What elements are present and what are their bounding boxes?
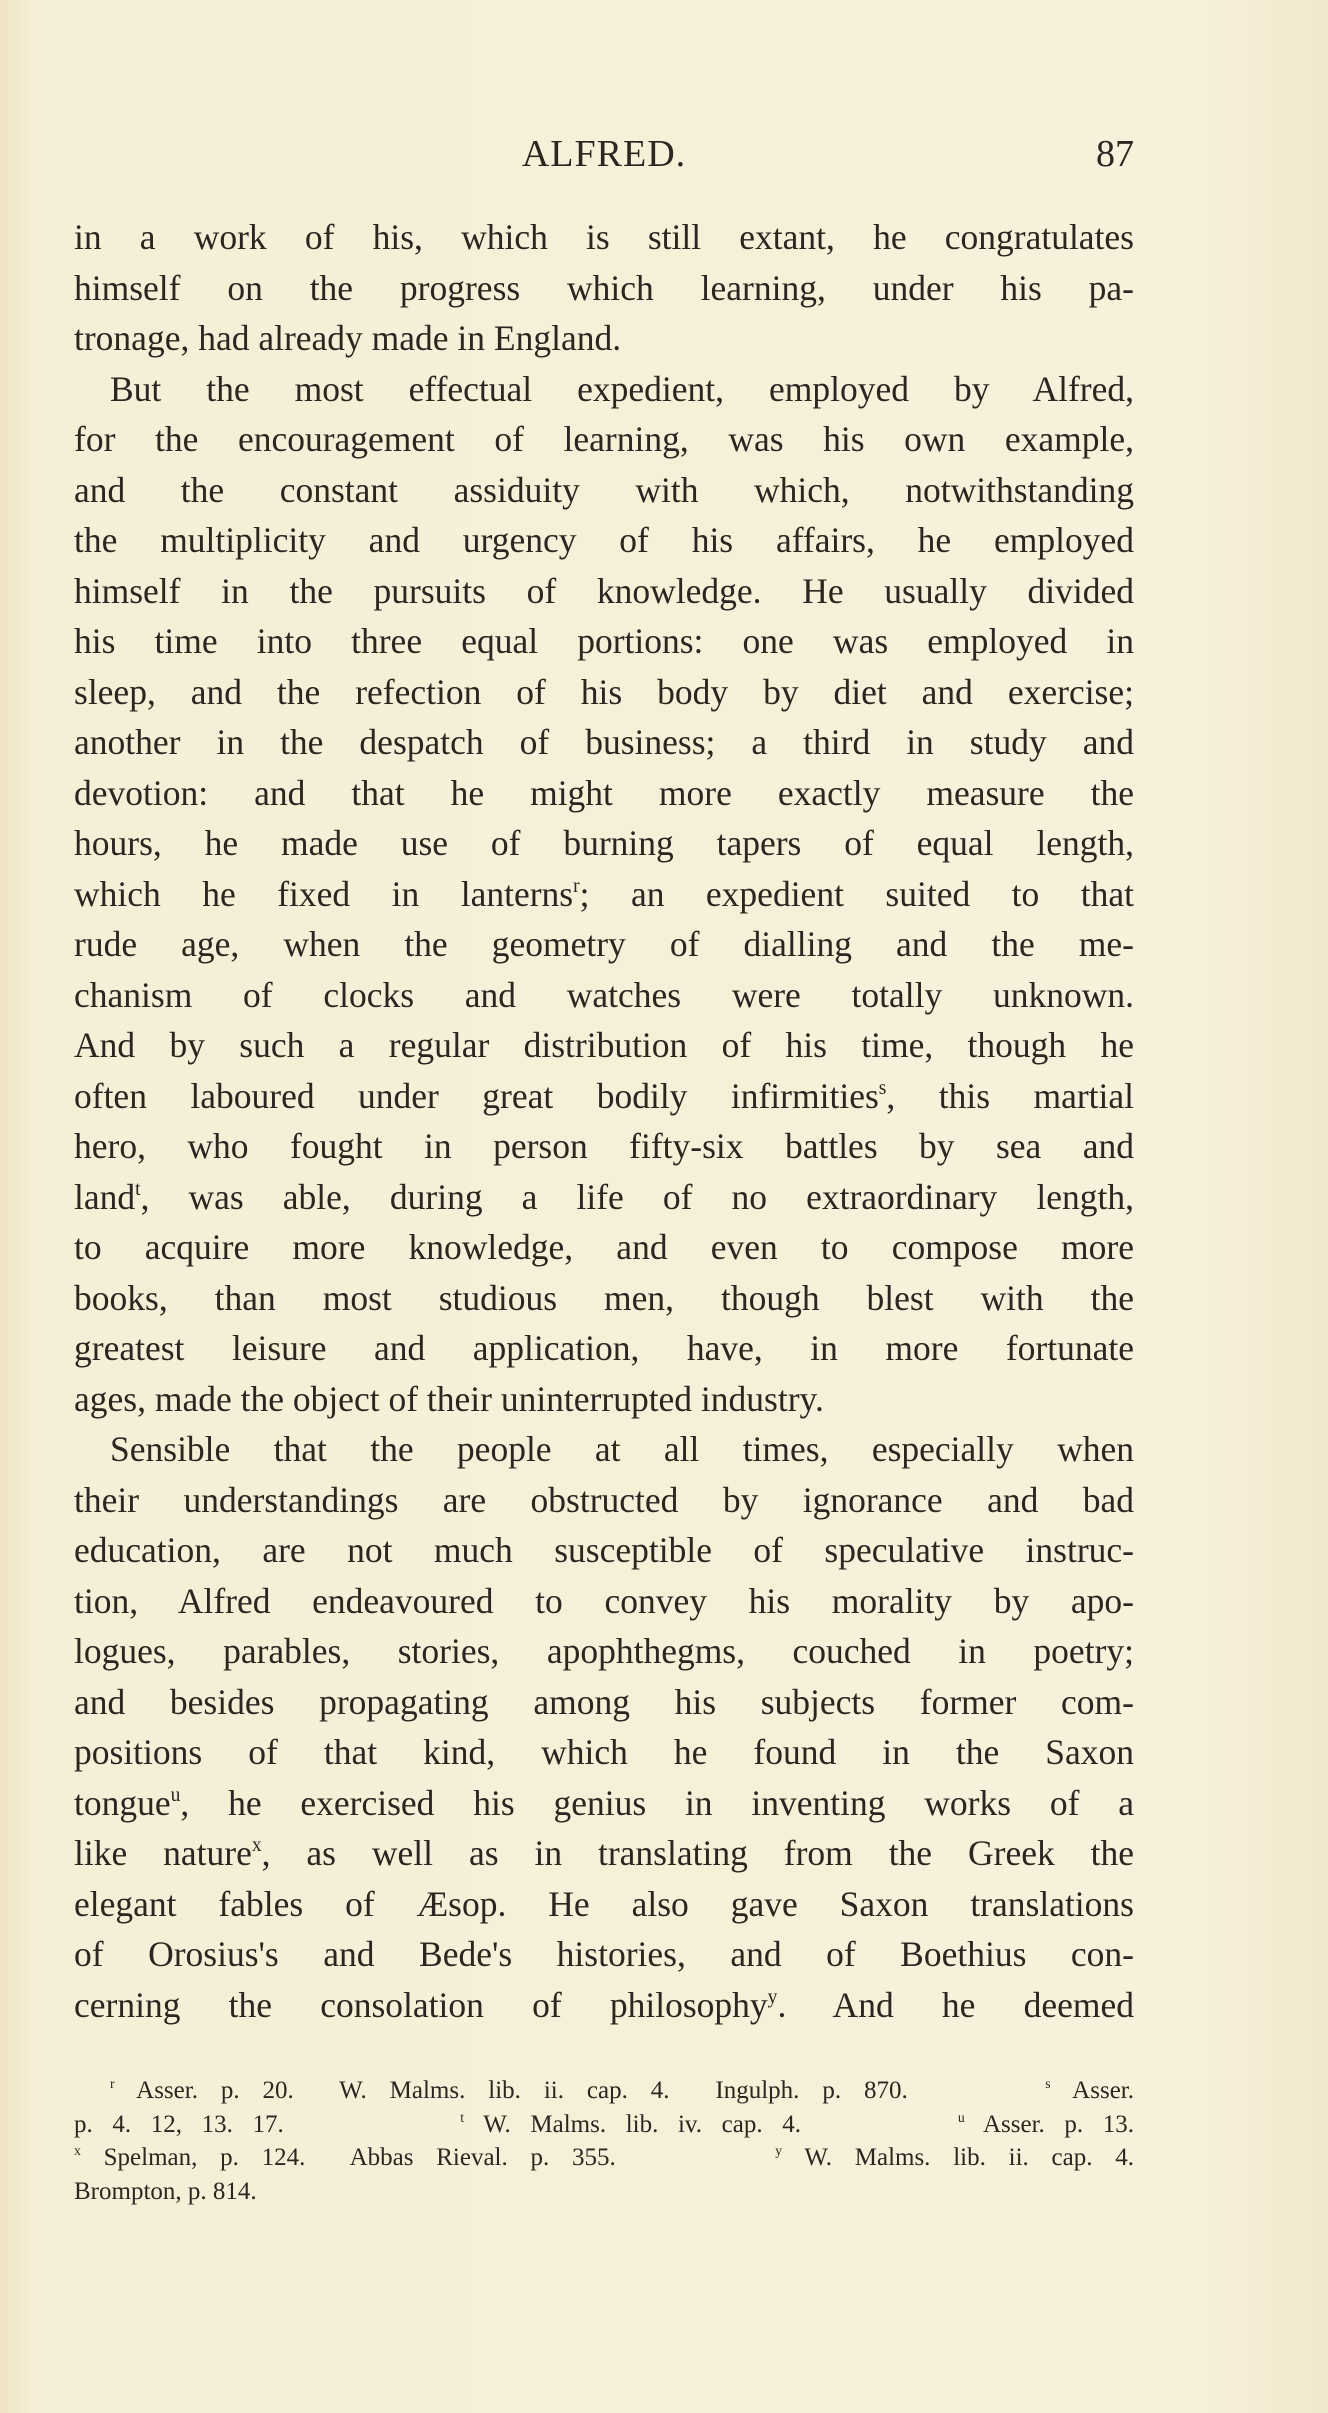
text-segment: W. Malms. lib. ii. cap. 4. [782,2144,1134,2171]
text-segment: logues, parables, stories, apophthegms, couched in poetry; [74,1631,1134,1671]
text-segment: tronage, had already made in England. [74,318,622,358]
text-segment: himself in the pursuits of knowledge. He usually divided [74,570,1134,611]
text-segment: , as well as in translating from the Greek the [261,1833,1134,1873]
text-segment: greatest leisure and application, have, in more fortunate [74,1328,1134,1368]
text-line [74,1929,1134,1980]
page-header [74,132,1134,182]
text-segment: for the encouragement of learning, was his own example, [74,419,1134,459]
text-line [74,1071,1134,1122]
footnote-marker: x [251,1835,262,1857]
text-line [74,364,1134,415]
footnotes [74,2074,1134,2208]
text-segment: . And he deemed [777,1984,1134,2025]
text-segment: and besides propagating among his subjects former com- [74,1681,1134,1722]
text-line [74,263,1134,314]
text-segment: tion, Alfred endeavoured to convey his morality by apo- [74,1580,1134,1621]
body-text [74,212,1134,2030]
text-segment: himself on the progress which learning, under his pa- [74,267,1134,308]
text-segment: Asser. p. 20. W. Malms. lib. ii. cap. 4. Ingulph. p. 870. [114,2077,1046,2104]
text-segment: rude age, when the geometry of dialling and the me- [74,924,1134,964]
footnote-line [74,2074,1134,2108]
text-line [74,1626,1134,1677]
text-line [74,1374,1134,1425]
text-segment: p. 4. 12, 13. 17. [74,2110,461,2138]
text-line [74,919,1134,970]
text-segment: cerning the consolation of philosophy [74,1984,768,2025]
text-line [74,414,1134,465]
text-segment: hours, he made use of burning tapers of equal length, [74,823,1134,863]
text-segment: sleep, and the refection of his body by diet and exercise; [74,671,1134,712]
text-segment: books, than most studious men, though blest with the [74,1277,1134,1318]
text-line [74,1980,1134,2031]
text-line [74,1424,1134,1475]
text-segment: elegant fables of Æsop. He also gave Saxon translations [74,1883,1134,1924]
text-segment: Asser. [1050,2077,1134,2104]
footnote-marker: u [957,2109,965,2125]
text-line [74,212,1134,263]
text-segment: positions of that kind, which he found in the Saxon [74,1732,1134,1772]
text-segment: often laboured under great bodily infirmities [74,1075,879,1116]
footnote-marker: t [135,1178,141,1200]
text-segment: Spelman, p. 124. Abbas Rieval. p. 355. [80,2144,776,2171]
text-segment: of Orosius's and Bede's histories, and of Boethius con- [74,1934,1134,1974]
text-line [74,768,1134,819]
text-line [74,1273,1134,1324]
text-line [74,1323,1134,1374]
text-segment: And by such a regular distribution of his time, though he [74,1025,1134,1065]
text-segment: , he exercised his genius in inventing works of a [180,1782,1134,1823]
text-line [74,313,1134,364]
text-segment: the multiplicity and urgency of his affairs, he employed [74,520,1134,560]
footnote-line [74,2175,1134,2209]
text-line [74,1475,1134,1526]
text-segment: their understandings are obstructed by ignorance and bad [74,1479,1134,1520]
text-line [74,717,1134,768]
text-line [74,667,1134,718]
footnote-marker: y [767,1986,778,2008]
footnote-line [74,2141,1134,2175]
footnote-marker: s [1045,2076,1051,2092]
footnote-marker: u [170,1784,181,1806]
text-segment: Asser. p. 13. [964,2110,1134,2138]
footnote-line [74,2108,1134,2142]
running-title: ALFRED. [521,133,687,175]
text-line [74,1778,1134,1829]
footnote-marker: y [775,2143,783,2159]
text-line [74,616,1134,667]
text-segment: ages, made the object of their uninterrupted industry. [74,1378,824,1419]
text-line [74,1677,1134,1728]
text-line [74,1172,1134,1223]
footnote-marker: t [460,2109,465,2125]
footnote-marker: x [74,2143,81,2159]
text-segment: his time into three equal portions: one was employed in [74,621,1134,661]
text-segment: W. Malms. lib. iv. cap. 4. [464,2110,958,2138]
text-segment: chanism of clocks and watches were totally unknown. [74,974,1134,1015]
page-number: 87 [1096,133,1134,175]
text-line [74,1121,1134,1172]
text-line [74,465,1134,516]
text-segment: land [74,1176,136,1217]
text-segment: Sensible that the people at all times, especially when [110,1429,1134,1469]
text-line [74,869,1134,920]
text-line [74,970,1134,1021]
text-line [74,1879,1134,1930]
text-line [74,1576,1134,1627]
text-segment: devotion: and that he might more exactly measure the [74,772,1134,813]
text-segment: , was able, during a life of no extraordinary length, [140,1176,1134,1217]
text-segment: Brompton, p. 814. [74,2177,257,2205]
text-segment: in a work of his, which is still extant, he congratulates [74,217,1134,257]
text-line [74,1828,1134,1879]
text-line [74,1525,1134,1576]
text-line [74,566,1134,617]
footnote-marker: r [573,875,580,897]
text-segment: to acquire more knowledge, and even to compose more [74,1227,1134,1267]
text-line [74,515,1134,566]
text-segment: tongue [74,1782,171,1823]
text-line [74,1222,1134,1273]
text-segment: and the constant assiduity with which, notwithstanding [74,469,1134,510]
text-segment: hero, who fought in person fifty-six battles by sea and [74,1126,1134,1166]
text-line [74,818,1134,869]
text-segment: education, are not much susceptible of speculative instruc- [74,1530,1134,1570]
footnote-marker: s [878,1077,887,1099]
text-segment: , this martial [886,1075,1134,1116]
text-segment: which he fixed in lanterns [74,873,574,914]
footnote-marker: r [110,2076,115,2092]
text-segment: another in the despatch of business; a third in study and [74,722,1134,762]
text-segment: ; an expedient suited to that [579,873,1134,914]
text-segment: But the most effectual expedient, employed by Alfred, [110,368,1134,409]
text-segment: like nature [74,1833,252,1873]
text-line [74,1020,1134,1071]
text-line [74,1727,1134,1778]
